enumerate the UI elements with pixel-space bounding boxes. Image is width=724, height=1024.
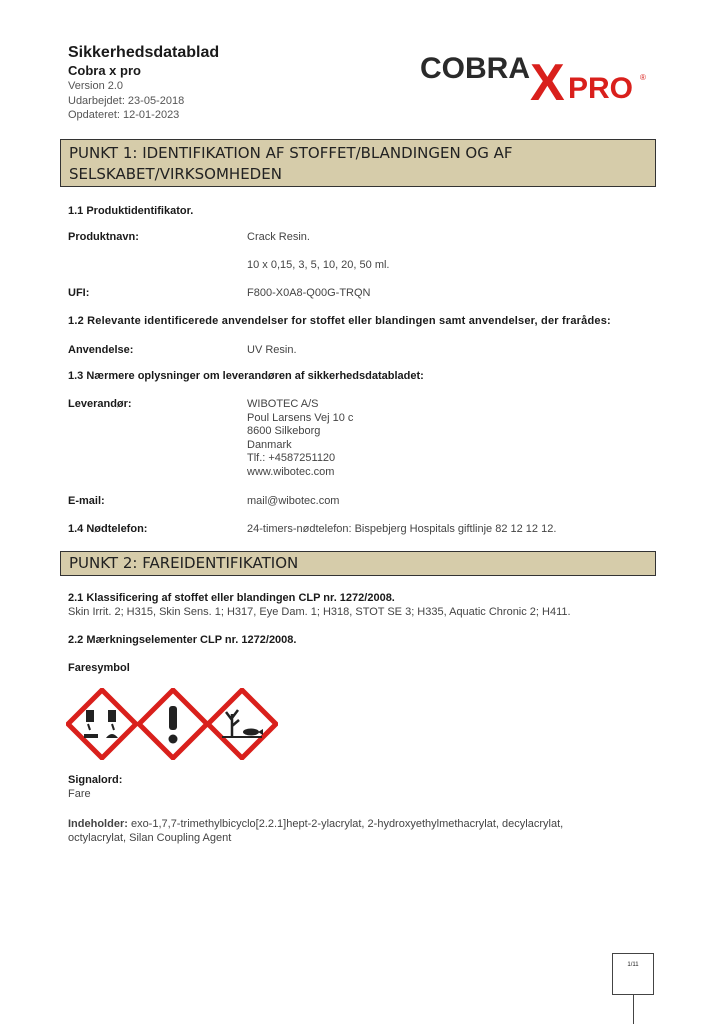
signalord-label: Signalord: [68,774,123,786]
environment-icon [206,688,278,760]
section-2-heading [60,551,656,576]
faresymbol-label: Faresymbol [68,662,130,674]
subsection-1-2: 1.2 Relevante identificerede anvendelser for stoffet eller blandingen samt anvendelser, der frarådes: [68,315,611,327]
signalord-value: Fare [68,788,91,800]
footer-line [633,995,634,1024]
logo-cobra-text: COBRA [420,52,530,85]
emergency-phone-value: 24-timers-nødtelefon: Bispebjerg Hospitals giftlinje 82 12 12 12. [247,523,557,535]
emergency-phone-label: 1.4 Nødtelefon: [68,523,148,535]
ufi-label: UFI: [68,287,90,299]
subsection-1-3: 1.3 Nærmere oplysninger om leverandøren af sikkerhedsdatabladet: [68,370,424,382]
section-1-title-line2: SELSKABET/VIRKSOMHEDEN [69,165,282,183]
email-label: E-mail: [68,495,105,507]
section-2-title: PUNKT 2: FAREIDENTIFIKATION [69,554,299,572]
leverandor-label: Leverandør: [68,398,132,410]
subsection-1-1: 1.1 Produktidentifikator. [68,205,194,217]
updated-date: Opdateret: 12-01-2023 [68,109,180,121]
corrosion-icon [66,688,138,760]
email-value: mail@wibotec.com [247,495,340,507]
product-title: Cobra x pro [68,63,141,78]
ufi-value: F800-X0A8-Q00G-TRQN [247,287,371,299]
supplier-line: WIBOTEC A/S [247,398,319,410]
supplier-line: Danmark [247,438,292,451]
classification-text: Skin Irrit. 2; H315, Skin Sens. 1; H317, Eye Dam. 1; H318, STOT SE 3; H335, Aquatic Chronic 2; H411. [68,606,571,618]
supplier-website: www.wibotec.com [247,465,335,478]
supplier-address [247,398,353,479]
section-1-title-line1: PUNKT 1: IDENTIFIKATION AF STOFFET/BLANDINGEN OG AF [69,144,513,162]
page-number-box [612,953,654,995]
anvendelse-value: UV Resin. [247,344,297,356]
version-text: Version 2.0 [68,80,124,92]
indeholder-line1: exo-1,7,7-trimethylbicyclo[2.2.1]hept-2-ylacrylat, 2-hydroxyethylmethacrylat, decylacrylat, [127,818,564,830]
produktnavn-label: Produktnavn: [68,231,139,243]
logo-x-text: X [530,54,565,106]
indeholder-line2: octylacrylat, Silan Coupling Agent [68,832,232,844]
indeholder-text [68,817,648,845]
anvendelse-label: Anvendelse: [68,344,134,356]
logo-registered-text: ® [640,73,646,82]
indeholder-label: Indeholder: [68,818,128,830]
supplier-line: Poul Larsens Vej 10 c [247,411,354,424]
exclamation-icon [137,688,209,760]
document-title: Sikkerhedsdatablad [68,44,220,61]
subsection-2-1: 2.1 Klassificering af stoffet eller blandingen CLP nr. 1272/2008. [68,592,395,604]
package-sizes: 10 x 0,15, 3, 5, 10, 20, 50 ml. [247,259,390,271]
logo-pro-text: PRO [568,72,634,105]
subsection-2-2: 2.2 Mærkningselementer CLP nr. 1272/2008. [68,634,297,646]
prepared-date: Udarbejdet: 23-05-2018 [68,95,185,107]
supplier-line: Tlf.: +4587251120 [247,452,336,464]
produktnavn-value: Crack Resin. [247,231,310,243]
section-1-heading [60,139,656,187]
supplier-line: 8600 Silkeborg [247,425,321,437]
cobra-x-pro-logo [420,50,650,106]
page-number: 1/11 [627,962,639,968]
